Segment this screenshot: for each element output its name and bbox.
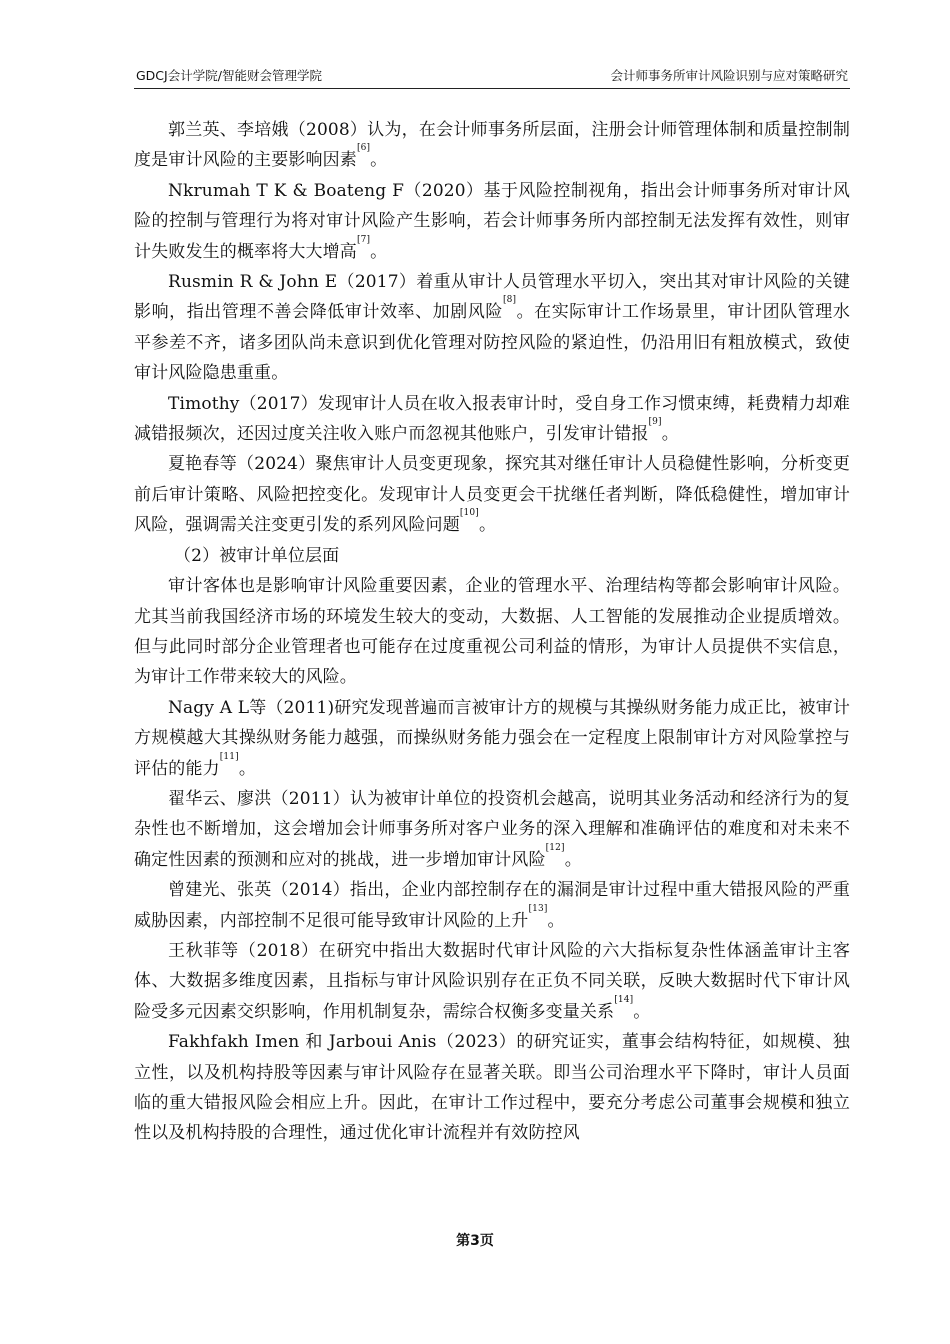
citation: [12] xyxy=(545,842,565,853)
paragraph: 王秋菲等（2018）在研究中指出大数据时代审计风险的六大指标复杂性体涵盖审计主客体、大数据多维度因素，且指标与审计风险识别存在正负不同关联，反映大数据时代下审计风险受多元因素交织影响，作用机制复杂，需综合权衡多变量关系[14]。 xyxy=(134,940,850,1022)
paragraph: 曾建光、张英（2014）指出，企业内部控制存在的漏洞是审计过程中重大错报风险的严重威胁因素，内部控制不足很可能导致审计风险的上升[13]。 xyxy=(134,880,850,931)
paragraph: Nagy A L等（2011)研究发现普遍而言被审计方的规模与其操纵财务能力成正比，被审计方规模越大其操纵财务能力越强，而操纵财务能力强会在一定程度上限制审计方对风险掌控与评估的能力[11]。 xyxy=(134,697,850,779)
citation: [10] xyxy=(459,508,479,519)
citation: [7] xyxy=(356,234,371,245)
paragraph: Timothy（2017）发现审计人员在收入报表审计时，受自身工作习惯束缚，耗费精力却难减错报频次，还因过度关注收入账户而忽视其他账户，引发审计错报[9]。 xyxy=(134,393,850,445)
paragraph: 审计客体也是影响审计风险重要因素，企业的管理水平、治理结构等都会影响审计风险。尤其当前我国经济市场的环境发生较大的变动，大数据、人工智能的发展推动企业提质增效。但与此同时部分企业管理者也可能存在过度重视公司利益的情形，为审计人员提供不实信息，为审计工作带来较大的风险。 xyxy=(134,576,850,688)
paragraph: 翟华云、廖洪（2011）认为被审计单位的投资机会越高，说明其业务活动和经济行为的复杂性也不断增加，这会增加会计师事务所对客户业务的深入理解和准确评估的难度和对未来不确定性因素的预测和应对的挑战，进一步增加审计风险[12]。 xyxy=(134,788,850,870)
section-heading: （2）被审计单位层面 xyxy=(174,545,340,566)
citation: [13] xyxy=(528,903,548,914)
paragraph: Nkrumah T K & Boateng F（2020）基于风险控制视角，指出会计师事务所对审计风险的控制与管理行为将对审计风险产生影响，若会计师事务所内部控制无法发挥有效性，则审计失败发生的概率将大大增高[7]。 xyxy=(134,180,850,262)
citation: [6] xyxy=(356,143,371,154)
paragraph: Rusmin R & John E（2017）着重从审计人员管理水平切入，突出其对审计风险的关键影响，指出管理不善会降低审计效率、加剧风险[8]。在实际审计工作场景里，审计团队管理水平参差不齐，诸多团队尚未意识到优化管理对防控风险的紧迫性，仍沿用旧有粗放模式，致使审计风险隐患重重。 xyxy=(134,272,850,384)
citation: [14] xyxy=(614,994,634,1005)
paragraph: Fakhfakh Imen 和 Jarboui Anis（2023）的研究证实，董事会结构特征，如规模、独立性，以及机构持股等因素与审计风险存在显著关联。即当公司治理水平下降时，审计人员面临的重大错报风险会相应上升。因此，在审计工作过程中，要充分考虑公司董事会规模和独立性以及机构持股的合理性，通过优化审计流程并有效防控风 xyxy=(134,1032,850,1144)
citation: [9] xyxy=(648,417,662,428)
paragraph: 夏艳春等（2024）聚焦审计人员变更现象，探究其对继任审计人员稳健性影响，分析变更前后审计策略、风险把控变化。发现审计人员变更会干扰继任者判断，降低稳健性，增加审计风险，强调需关注变更引发的系列风险问题[10]。 xyxy=(134,454,850,536)
header-left-text: GDCJ会计学院/智能财会管理学院 xyxy=(136,68,322,83)
body-content xyxy=(134,115,850,1149)
page-header xyxy=(134,66,850,89)
page-number: 第3页 xyxy=(456,1233,494,1249)
citation: [8] xyxy=(502,295,517,306)
paragraph: 郭兰英、李培娥（2008）认为，在会计师事务所层面，注册会计师管理体制和质量控制制度是审计风险的主要影响因素[6]。 xyxy=(134,120,850,171)
citation: [11] xyxy=(219,751,239,762)
header-right-text: 会计师事务所审计风险识别与应对策略研究 xyxy=(610,68,848,83)
